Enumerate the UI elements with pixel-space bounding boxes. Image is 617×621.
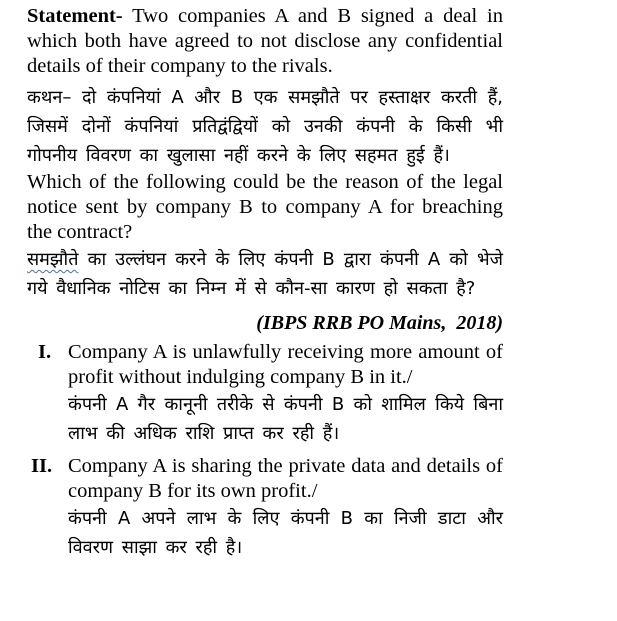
exam-source: (IBPS RRB PO Mains, 2018)	[256, 312, 503, 334]
option-2	[27, 454, 503, 562]
statement-label: Statement-	[27, 5, 123, 27]
option-2-number: II.	[31, 455, 53, 477]
option-1-english: Company A is unlawfully receiving more amount of profit without indulging company B in it./	[68, 341, 503, 388]
option-1	[27, 340, 503, 448]
question-hindi	[27, 245, 503, 303]
option-2-hindi: कंपनी A अपने लाभ के लिए कंपनी B का निजी डाटा और विवरण साझा कर रही है।	[68, 508, 503, 558]
option-1-hindi: कंपनी A गैर कानूनी तरीके से कंपनी B को शामिल किये बिना लाभ की अधिक राशि प्राप्त कर रही हैं।	[68, 394, 503, 444]
question-hindi-underlined-word: समझौते	[27, 249, 79, 270]
option-1-number: I.	[38, 341, 52, 363]
statement-english	[27, 4, 503, 79]
statement-hindi: कथन– दो कंपनियां A और B एक समझौते पर हस्ताक्षर करती हैं, जिसमें दोनों कंपनियां प्रतिद्वंद्वियों को उनकी कंपनी के किसी भी गोपनीय विवरण का खुलासा नहीं करने के लिए सहमत हुई हैं।	[27, 87, 503, 166]
statement-english-text: Two companies A and B signed a deal in which both have agreed to not disclose any confidential details of their company to the rivals.	[27, 5, 503, 77]
question-english: Which of the following could be the reason of the legal notice sent by company B to company A for breaching the contract?	[27, 171, 503, 243]
option-2-english: Company A is sharing the private data and details of company B for its own profit./	[68, 455, 503, 502]
question-document	[27, 4, 503, 562]
question-hindi-text: का उल्लंघन करने के लिए कंपनी B द्वारा कंपनी A को भेजे गये वैधानिक नोटिस का निम्न में से कौन-सा कारण हो सकता है?	[27, 249, 503, 299]
